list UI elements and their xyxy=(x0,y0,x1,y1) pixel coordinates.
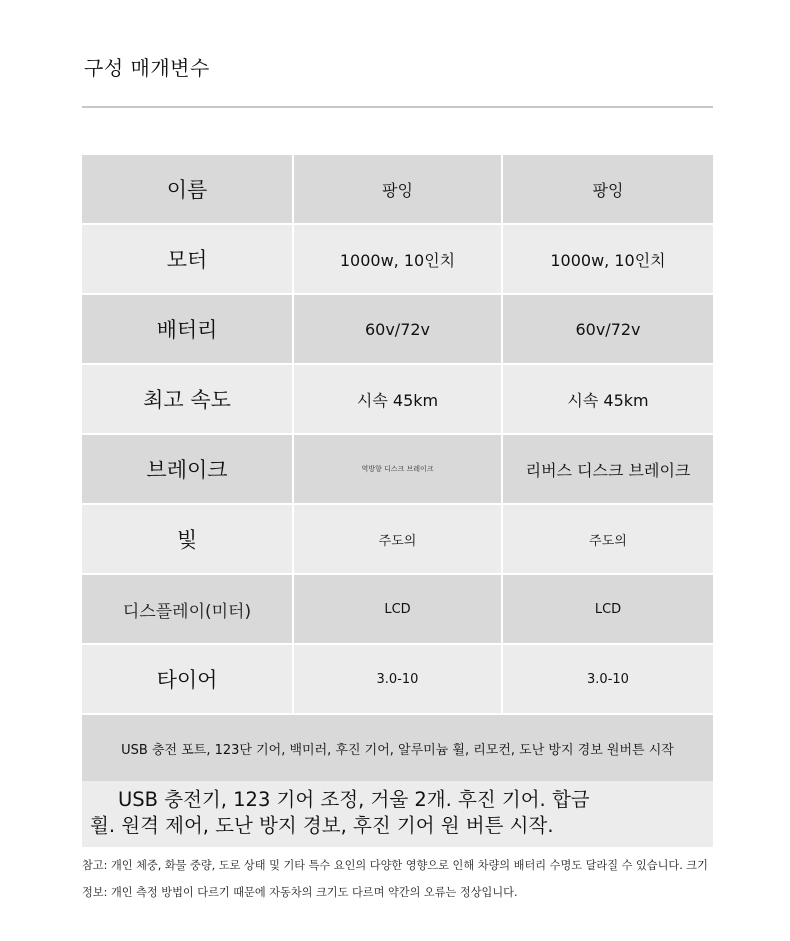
spec-value-2: 1000w, 10인치 xyxy=(550,250,666,270)
spec-row-light xyxy=(82,505,713,573)
spec-value-2: 3.0-10 xyxy=(587,671,629,687)
features-block xyxy=(82,781,713,847)
spec-label: 배터리 xyxy=(82,295,294,363)
spec-label: 디스플레이(미터) xyxy=(82,575,294,643)
spec-value-2: LCD xyxy=(594,601,622,617)
spec-value-1: 역방향 디스크 브레이크 xyxy=(294,435,503,503)
spec-row-tire xyxy=(82,645,713,713)
spec-label: 브레이크 xyxy=(82,435,294,503)
spec-value-2: 시속 45km xyxy=(567,390,649,410)
spec-value-2: 리버스 디스크 브레이크 xyxy=(525,460,691,480)
spec-label: 타이어 xyxy=(82,645,294,713)
page-title: 구성 매개변수 xyxy=(84,56,210,80)
spec-value-1: 시속 45km xyxy=(294,365,503,433)
footnote: 참고: 개인 체중, 화물 중량, 도로 상태 및 기타 특수 요인의 다양한 영향으로 인해 차량의 배터리 수명도 달라질 수 있습니다. 크기 정보: 개인 측정 방법이 다르기 때문에 자동차의 크기도 다르며 약간의 오류는 정상입니다. xyxy=(82,859,708,899)
spec-value-2: 팡잉 xyxy=(592,180,624,200)
features-line-2b: 휠. 원격 제어, 도난 방지 경보, 후진 기어 원 버튼 시작. xyxy=(90,814,554,837)
title-divider xyxy=(82,106,713,108)
spec-row-battery xyxy=(82,295,713,363)
features-line-2a: USB 충전기, 123 기어 조정, 거울 2개. 후진 기어. 합금 xyxy=(118,788,590,811)
spec-value-1: 60v/72v xyxy=(294,295,503,363)
spec-label: 이름 xyxy=(82,155,294,223)
spec-value-2: 주도의 xyxy=(589,533,627,549)
spec-value-2: 60v/72v xyxy=(575,319,641,339)
spec-value-1: 주도의 xyxy=(294,505,503,573)
spec-label: 모터 xyxy=(82,225,294,293)
spec-value-1: LCD xyxy=(294,575,503,643)
spec-value-1: 팡잉 xyxy=(294,155,503,223)
spec-value-1: 3.0-10 xyxy=(294,645,503,713)
spec-row-motor xyxy=(82,225,713,293)
spec-table xyxy=(82,155,713,847)
spec-row-top-speed xyxy=(82,365,713,433)
spec-row-name xyxy=(82,155,713,223)
spec-label: 최고 속도 xyxy=(82,365,294,433)
spec-row-brake xyxy=(82,435,713,503)
features-line-1: USB 충전 포트, 123단 기어, 백미러, 후진 기어, 알루미늄 휠, 리모컨, 도난 방지 경보 원버튼 시작 xyxy=(82,715,713,781)
spec-label: 빛 xyxy=(82,505,294,573)
spec-row-display xyxy=(82,575,713,643)
spec-value-1: 1000w, 10인치 xyxy=(294,225,503,293)
